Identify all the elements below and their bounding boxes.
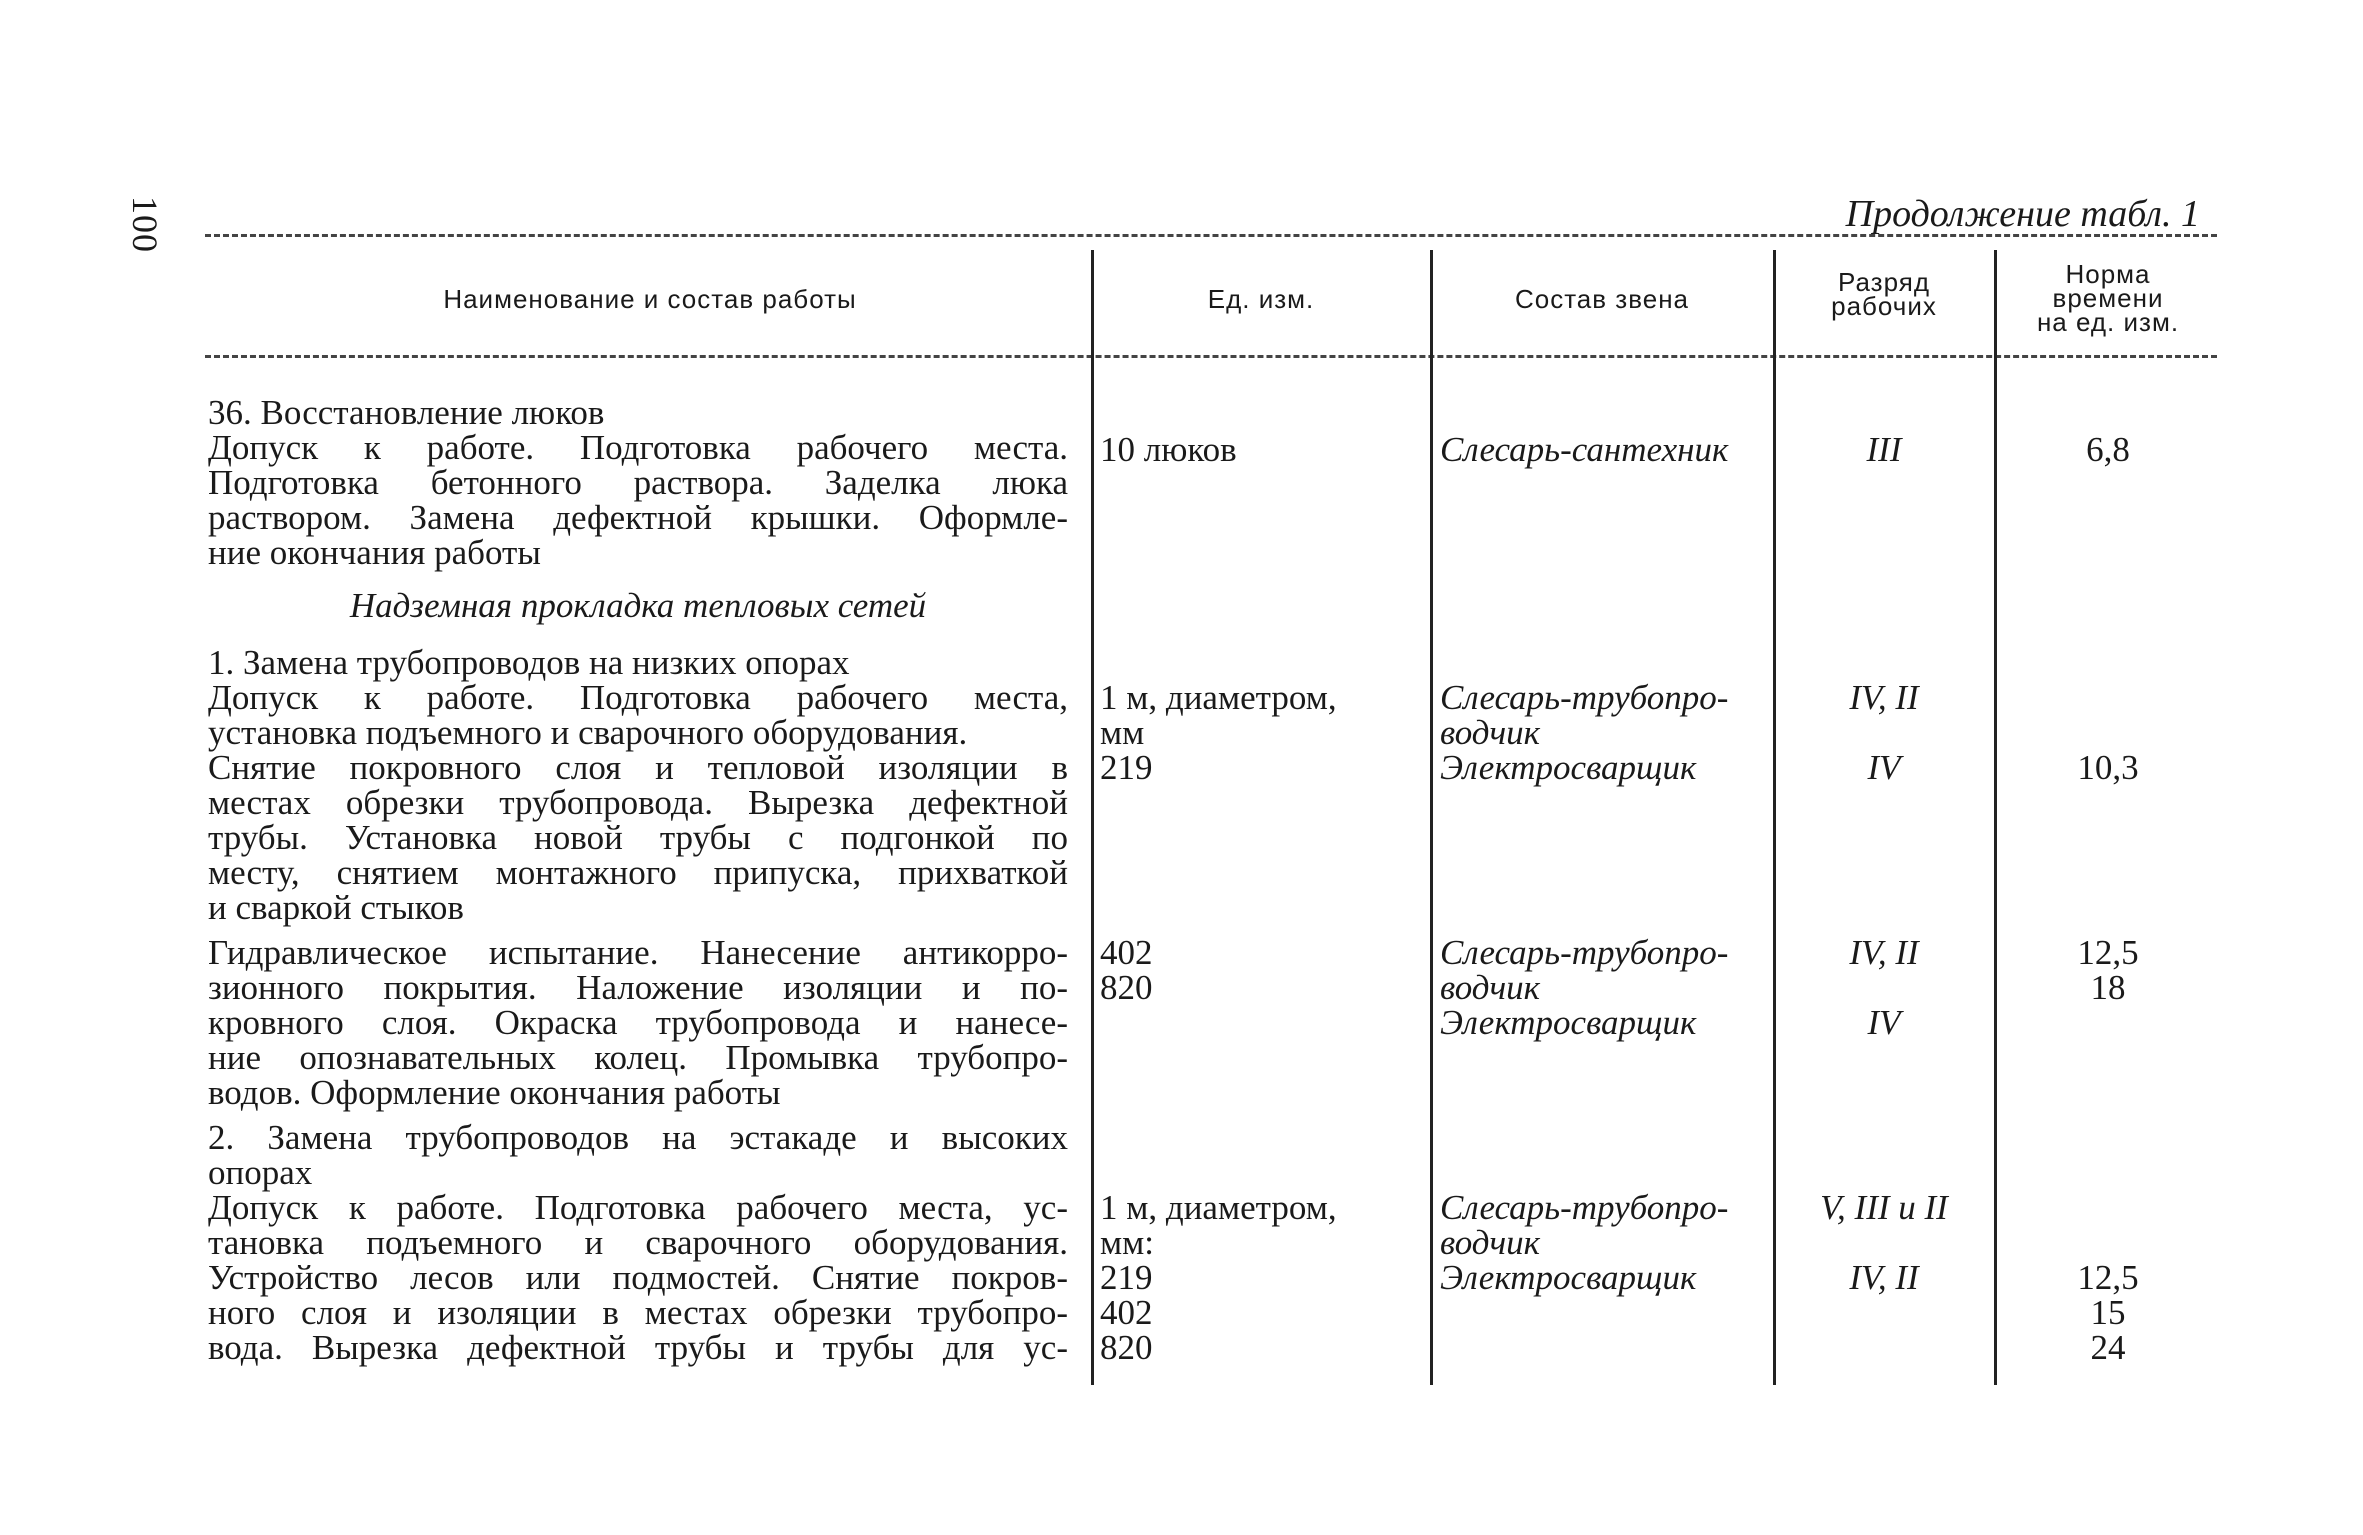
row-36-unit: 10 люков <box>1100 430 1237 469</box>
row-1b-norm-line: 12,5 <box>2077 933 2139 972</box>
row-2-unit <box>1100 1190 1337 1365</box>
row-1-unit-line: 219 <box>1100 748 1153 787</box>
row-2-title: опорах <box>208 1153 313 1192</box>
row-2-norm-line: 12,5 <box>2077 1258 2139 1297</box>
row-1b-grade-a: IV, II <box>1849 933 1919 972</box>
row-1b-text-line: зионного покрытия. Наложение изоляции и по- <box>208 968 1068 1007</box>
row-2-text-line: вода. Вырезка дефектной трубы и трубы для ус- <box>208 1328 1068 1367</box>
row-1-title: 1. Замена трубопроводов на низких опорах <box>208 643 850 682</box>
row-36-name <box>208 395 1068 570</box>
row-2-text-line: Допуск к работе. Подготовка рабочего места, ус- <box>208 1188 1068 1227</box>
row-1b-text-line: ние опознавательных колец. Промывка трубопро- <box>208 1038 1068 1077</box>
row-1-unit-line: 1 м, диаметром, <box>1100 678 1337 717</box>
row-2-text-line: ного слоя и изоляции в местах обрезки трубопро- <box>208 1293 1068 1332</box>
header-norm: Норма времени на ед. изм. <box>2036 259 2180 337</box>
column-separator <box>1994 250 1997 1385</box>
row-1-norm: 10,3 <box>2077 748 2139 787</box>
top-rule <box>205 234 2217 237</box>
row-1-text-line: местах обрезки трубопровода. Вырезка дефектной <box>208 783 1068 822</box>
row-1-crew-line: Слесарь-трубопро- <box>1440 678 1729 717</box>
row-2-crew-line: Электросварщик <box>1440 1258 1697 1297</box>
row-1b-unit-line: 820 <box>1100 968 1153 1007</box>
row-1-text-line: Снятие покровного слоя и тепловой изоляции в <box>208 748 1068 787</box>
row-36-text-line: раствором. Замена дефектной крышки. Оформле- <box>208 498 1068 537</box>
row-1-text-line: и сваркой стыков <box>208 888 464 927</box>
row-1b-norm <box>1998 935 2218 1005</box>
row-2-unit-line: 820 <box>1100 1328 1153 1367</box>
row-2-norm-line: 15 <box>2090 1293 2126 1332</box>
row-1b-text-line: кровного слоя. Окраска трубопровода и нанесе- <box>208 1003 1068 1042</box>
row-1-text-line: месту, снятием монтажного припуска, прихваткой <box>208 853 1068 892</box>
row-36-crew: Слесарь-сантехник <box>1440 430 1729 469</box>
row-2-grade-a: V, III и II <box>1820 1188 1948 1227</box>
row-2-title: 2. Замена трубопроводов на эстакаде и высоких <box>208 1118 1068 1157</box>
row-2-crew-line: водчик <box>1440 1223 1541 1262</box>
section-heading: Надземная прокладка тепловых сетей <box>349 586 927 625</box>
header-unit: Ед. изм. <box>1207 284 1315 314</box>
row-2-norm <box>1998 1260 2218 1365</box>
header-grade: Разряд рабочих <box>1831 267 1937 321</box>
row-2-crew-line: Слесарь-трубопро- <box>1440 1188 1729 1227</box>
row-1-text-line: трубы. Установка новой трубы с подгонкой по <box>208 818 1068 857</box>
row-36-title: 36. Восстановление люков <box>208 393 605 432</box>
row-2-text-line: тановка подъемного и сварочного оборудования. <box>208 1223 1068 1262</box>
row-36-text-line: Подготовка бетонного раствора. Заделка люка <box>208 463 1068 502</box>
row-1-crew <box>1440 680 1728 785</box>
row-1b-crew-line: Слесарь-трубопро- <box>1440 933 1729 972</box>
row-1b-unit <box>1100 935 1153 1005</box>
row-1b-crew-line: Электросварщик <box>1440 1003 1697 1042</box>
row-1-unit <box>1100 680 1337 785</box>
row-2-grade-b: IV, II <box>1849 1258 1919 1297</box>
row-1-grade-b: IV <box>1867 748 1901 787</box>
table-continuation-label: Продолжение табл. 1 <box>1845 193 2200 235</box>
row-2-unit-line: мм: <box>1100 1223 1155 1262</box>
row-1b-crew <box>1440 935 1728 1040</box>
row-2-unit-line: 1 м, диаметром, <box>1100 1188 1337 1227</box>
row-1b-unit-line: 402 <box>1100 933 1153 972</box>
row-1-grade-a: IV, II <box>1849 678 1919 717</box>
row-1b-name <box>208 935 1068 1110</box>
row-2-crew <box>1440 1190 1728 1295</box>
row-2-unit-line: 219 <box>1100 1258 1153 1297</box>
row-2-unit-line: 402 <box>1100 1293 1153 1332</box>
row-2-name <box>208 1120 1068 1365</box>
page-number: 100 <box>125 196 165 253</box>
row-1b-crew-line: водчик <box>1440 968 1541 1007</box>
row-1b-norm-line: 18 <box>2090 968 2126 1007</box>
header-crew: Состав звена <box>1514 284 1690 314</box>
row-1-text-line: установка подъемного и сварочного оборудования. <box>208 713 968 752</box>
row-2-norm-line: 24 <box>2090 1328 2126 1367</box>
row-36-text-line: Допуск к работе. Подготовка рабочего места. <box>208 428 1068 467</box>
column-separator <box>1430 250 1433 1385</box>
row-36-text-line: ние окончания работы <box>208 533 541 572</box>
row-1-name <box>208 645 1068 925</box>
row-1b-grade-b: IV <box>1867 1003 1901 1042</box>
row-36-grade: III <box>1866 430 1902 469</box>
row-1-text-line: Допуск к работе. Подготовка рабочего места, <box>208 678 1068 717</box>
row-36-norm: 6,8 <box>2086 430 2130 469</box>
column-separator <box>1091 250 1094 1385</box>
row-1b-text-line: водов. Оформление окончания работы <box>208 1073 781 1112</box>
row-1-unit-line: мм <box>1100 713 1145 752</box>
header-name: Наименование и состав работы <box>443 284 857 314</box>
row-1-crew-line: водчик <box>1440 713 1541 752</box>
row-1-crew-line: Электросварщик <box>1440 748 1697 787</box>
row-1b-text-line: Гидравлическое испытание. Нанесение антикорро- <box>208 933 1068 972</box>
column-separator <box>1773 250 1776 1385</box>
header-rule <box>205 355 2217 358</box>
row-2-text-line: Устройство лесов или подмостей. Снятие покров- <box>208 1258 1068 1297</box>
